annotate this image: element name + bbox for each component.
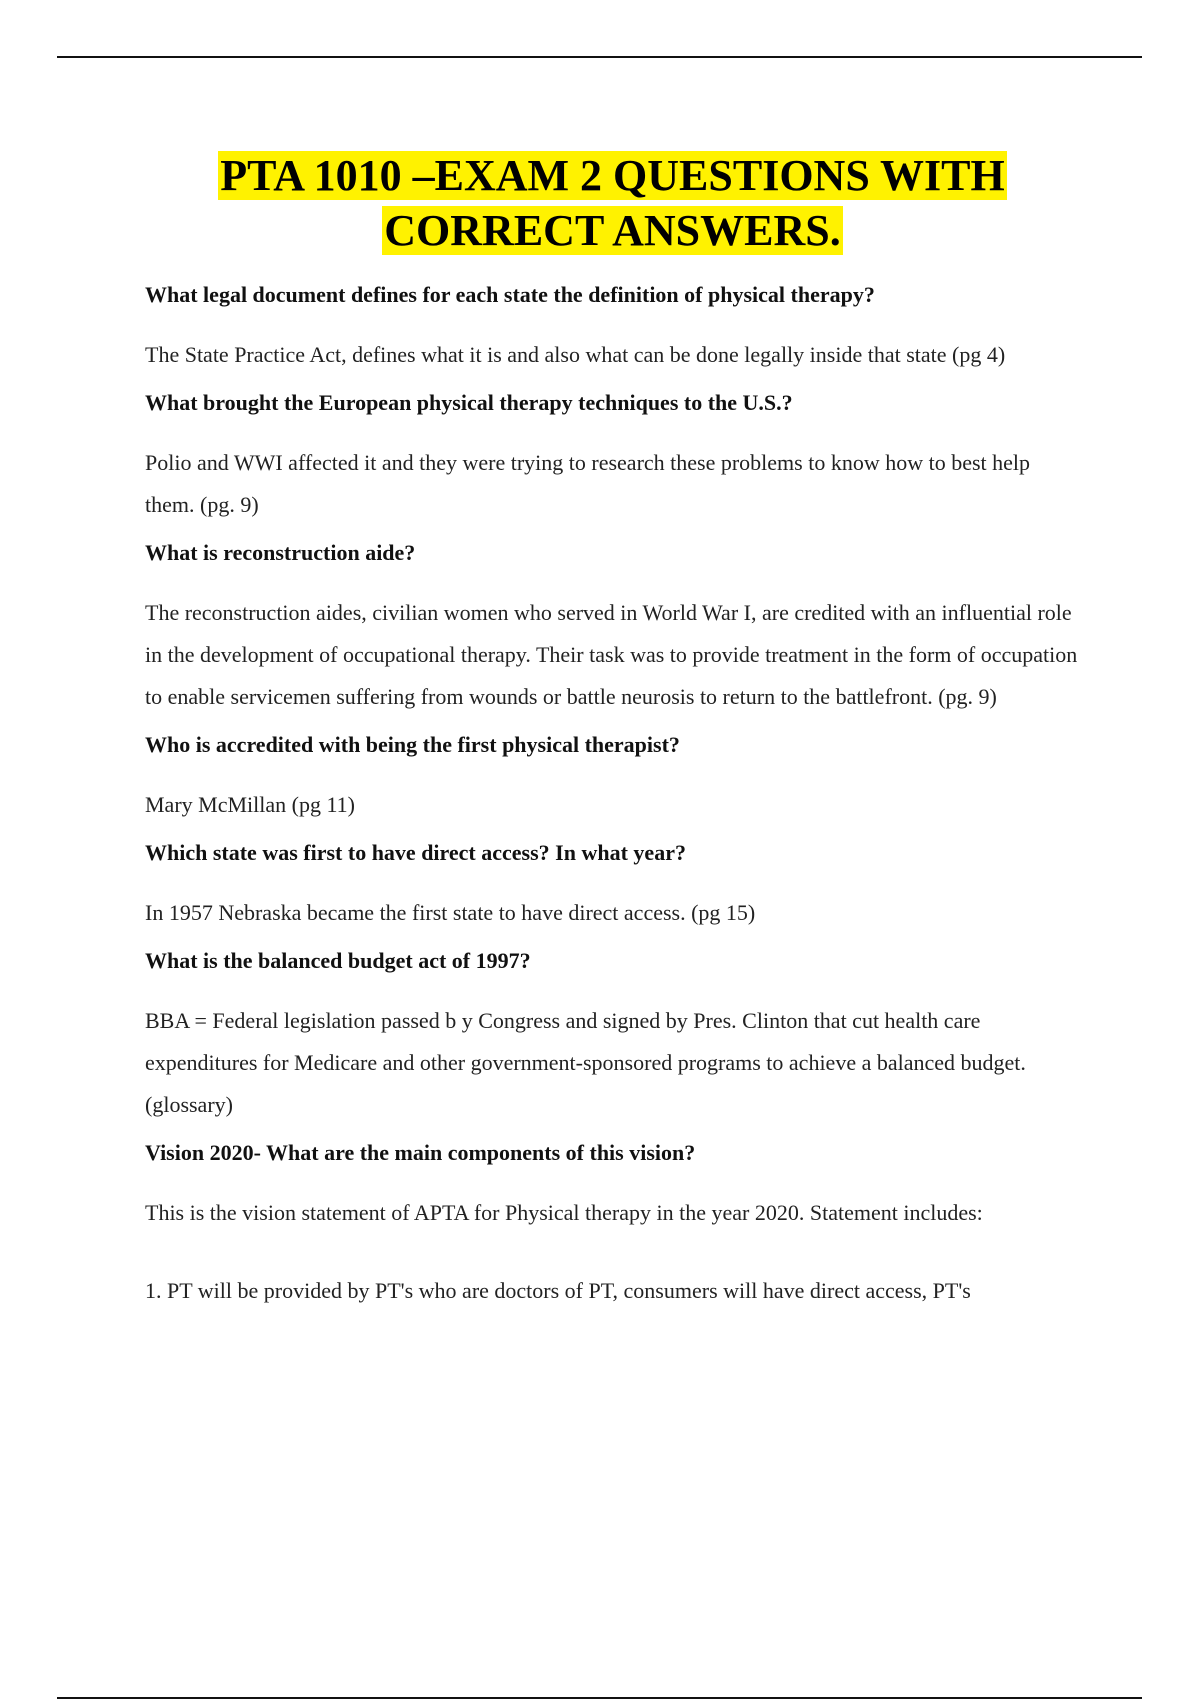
document-page — [145, 140, 1080, 1324]
qa-block-1 — [145, 280, 1080, 376]
qa-block-2 — [145, 388, 1080, 526]
qa-block-3 — [145, 538, 1080, 718]
question-4: Who is accredited with being the first physical therapist? — [145, 732, 680, 757]
title-line-1: PTA 1010 –EXAM 2 QUESTIONS WITH — [220, 151, 1005, 200]
answer-1: The State Practice Act, defines what it is and also what can be done legally inside that state (pg 4) — [145, 342, 1006, 367]
title-line-2: CORRECT ANSWERS. — [384, 206, 841, 255]
qa-block-6 — [145, 946, 1080, 1126]
qa-block-7 — [145, 1138, 1080, 1234]
question-7: Vision 2020- What are the main components of this vision? — [145, 1140, 696, 1165]
answer-7: This is the vision statement of APTA for Physical therapy in the year 2020. Statement includes: — [145, 1200, 983, 1225]
question-3: What is reconstruction aide? — [145, 540, 416, 565]
question-5: Which state was first to have direct access? In what year? — [145, 840, 686, 865]
answer-5: In 1957 Nebraska became the first state to have direct access. (pg 15) — [145, 900, 756, 925]
bottom-rule — [57, 1697, 1142, 1699]
qa-block-4 — [145, 730, 1080, 826]
answer-3: The reconstruction aides, civilian women who served in World War I, are credited with an influential role in the development of occupational therapy. Their task was to provide treatment in the form of occupation to enable servicemen suffering from wounds or battle neurosis to return to the battlefront. (pg. 9) — [145, 600, 1078, 709]
qa-block-5 — [145, 838, 1080, 934]
answer-2: Polio and WWI affected it and they were trying to research these problems to know how to best help them. (pg. 9) — [145, 450, 1031, 517]
question-6: What is the balanced budget act of 1997? — [145, 948, 531, 973]
document-title — [145, 148, 1080, 258]
list-item-1: 1. PT will be provided by PT's who are doctors of PT, consumers will have direct access, PT's — [145, 1278, 971, 1303]
question-1: What legal document defines for each state the definition of physical therapy? — [145, 282, 875, 307]
top-rule — [57, 56, 1142, 58]
question-2: What brought the European physical therapy techniques to the U.S.? — [145, 390, 793, 415]
answer-6: BBA = Federal legislation passed b y Congress and signed by Pres. Clinton that cut health care expenditures for Medicare and other government-sponsored programs to achieve a balanced budget. (glossary) — [145, 1008, 1026, 1117]
answer-4: Mary McMillan (pg 11) — [145, 792, 355, 817]
